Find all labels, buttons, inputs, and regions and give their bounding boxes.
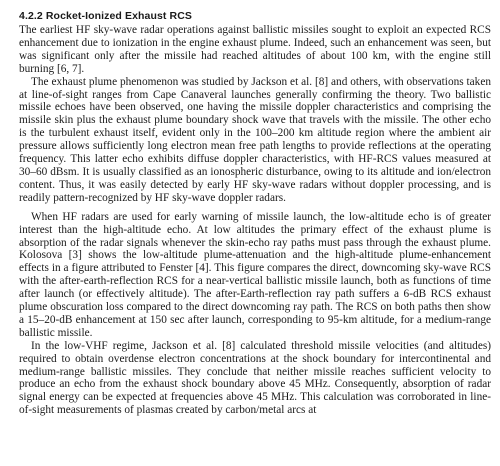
paragraph-1: The earliest HF sky-wave radar operations against ballistic missiles sought to exploit an expected RCS enhancement due to ionization in the engine exhaust plume. Indeed, such an enhancement was seen, but was significant only after the missile had reached altitudes of about 100 km, with the engine still burning [6, 7]. — [19, 24, 491, 75]
section-heading: 4.2.2 Rocket-Ionized Exhaust RCS — [19, 10, 192, 22]
paragraph-3: When HF radars are used for early warning of missile launch, the low-altitude echo is of greater interest than the high-altitude echo. At low altitudes the primary effect of the exhaust plume is absorption of the radar signals whenever the skin-echo ray paths must pass through the exhaust plume. Kolosova [3] shows the low-altitude plume-attenuation and the high-altitude plume-enhancement effects in a figure attributed to Fenster [4]. This figure compares the direct, downcoming sky-wave RCS with the after-earth-reflection RCS for a near-vertical ballistic missile launch, both as functions of time after launch (or effectively altitude). The after-Earth-reflection ray path suffers a 6-dB RCS exhaust plume obscuration loss compared to the direct downcoming ray path. The RCS on both paths then show a 15–20-dB enhancement at 150 sec after launch, corresponding to 95-km altitude, for a medium-range ballistic missile. — [19, 210, 491, 339]
document-page — [19, 10, 491, 417]
paragraph-2: The exhaust plume phenomenon was studied by Jackson et al. [8] and others, with observations taken at line-of-sight ranges from Cape Canaveral launches generally confirming the theory. Two ballistic missile echoes have been observed, one having the missile doppler characteristics and comprising the missile skin plus the exhaust plume boundary shock wave that travels with the missile. The other echo is the turbulent exhaust itself, evident only in the 100–200 km altitude region where the ambient air pressure allows sufficiently long electron mean free path lengths to provide reflections at the operating frequency. This latter echo exhibits diffuse doppler characteristics, with HF-RCS values measured at 30–60 dBsm. It is usually classified as an ionospheric disturbance, owing to its altitude and ion/electron content. Thus, it was easily detected by early HF sky-wave radars without doppler processing, and is readily pattern-recognized by HF sky-wave doppler radars. — [19, 75, 491, 204]
paragraph-4: In the low-VHF regime, Jackson et al. [8] calculated threshold missile velocities (and altitudes) required to obtain overdense electron concentrations at the shock boundary for intercontinental and medium-range ballistic missiles. They conclude that neither missile reaches sufficient velocity to produce an echo from the exhaust shock boundary above 45 MHz. Consequently, absorption of radar signal energy can be expected at frequencies above 45 MHz. This calculation was corroborated in line-of-sight measurements of plasmas created by carbon/metal arcs at — [19, 339, 491, 417]
